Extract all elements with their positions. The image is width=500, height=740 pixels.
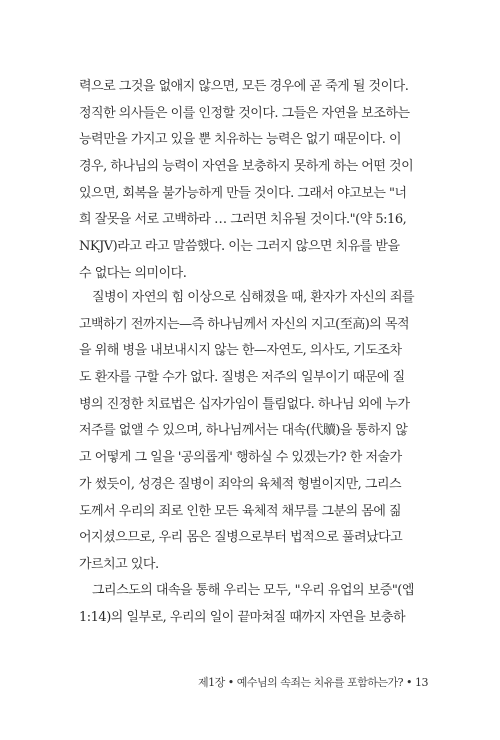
running-footer: 제1장 • 예수님의 속죄는 치유를 포함하는가? • 13 bbox=[198, 676, 428, 689]
text-line: 경우, 하나님의 능력이 자연을 보충하지 못하게 하는 어떤 것이 bbox=[79, 159, 414, 175]
text-line: 도 환자를 구할 수가 없다. 질병은 저주의 일부이기 때문에 질 bbox=[79, 370, 405, 386]
text-line: 그리스도의 대속을 통해 우리는 모두, "우리 유업의 보증"(엡 bbox=[92, 583, 414, 598]
text-line: 도께서 우리의 죄로 인한 모든 육체적 채무를 그분의 몸에 짊 bbox=[79, 503, 402, 519]
text-line: 가르치고 있다. bbox=[79, 556, 159, 572]
paragraph-3 bbox=[79, 578, 429, 631]
text-line: 수 없다는 의미이다. bbox=[79, 265, 187, 281]
text-line: 어지셨으므로, 우리 몸은 질병으로부터 법적으로 풀려났다고 bbox=[79, 530, 403, 546]
text-line: 을 위해 병을 내보내시지 않는 한—자연도, 의사도, 기도조차 bbox=[79, 343, 402, 359]
text-line: 질병이 자연의 힘 이상으로 심해졌을 때, 환자가 자신의 죄를 bbox=[92, 290, 415, 305]
text-line: 1:14)의 일부로, 우리의 일이 끝마쳐질 때까지 자연을 보충하 bbox=[79, 609, 406, 625]
text-line: 력으로 그것을 없애지 않으면, 모든 경우에 곧 죽게 될 것이다. bbox=[79, 79, 409, 94]
text-line: 있으면, 회복을 불가능하게 만들 것이다. 그래서 야고보는 "너 bbox=[79, 185, 407, 201]
paragraph-2 bbox=[79, 285, 429, 579]
text-line: 병의 진정한 치료법은 십자가임이 틀림없다. 하나님 외에 누가 bbox=[79, 396, 410, 412]
text-line: 고 어떻게 그 일을 '공의롭게' 행하실 수 있겠는가? 한 저술가 bbox=[79, 450, 402, 466]
text-line: 희 잘못을 서로 고백하라 … 그러면 치유될 것이다."(약 5:16, bbox=[79, 212, 407, 228]
text-line: 능력만을 가지고 있을 뿐 치유하는 능력은 없기 때문이다. 이 bbox=[79, 132, 402, 148]
paragraph-1 bbox=[79, 74, 429, 288]
text-line: 저주를 없앨 수 있으며, 하나님께서는 대속(代贖)을 통하지 않 bbox=[79, 423, 408, 439]
text-line: 정직한 의사들은 이를 인정할 것이다. 그들은 자연을 보조하는 bbox=[79, 105, 410, 121]
text-line: 가 썼듯이, 성경은 질병이 죄악의 육체적 형벌이지만, 그리스 bbox=[79, 476, 402, 492]
text-line: NKJV)라고 라고 말씀했다. 이는 그러지 않으면 치유를 받을 bbox=[79, 239, 400, 255]
text-line: 고백하기 전까지는—즉 하나님께서 자신의 지고(至高)의 목적 bbox=[79, 316, 410, 332]
